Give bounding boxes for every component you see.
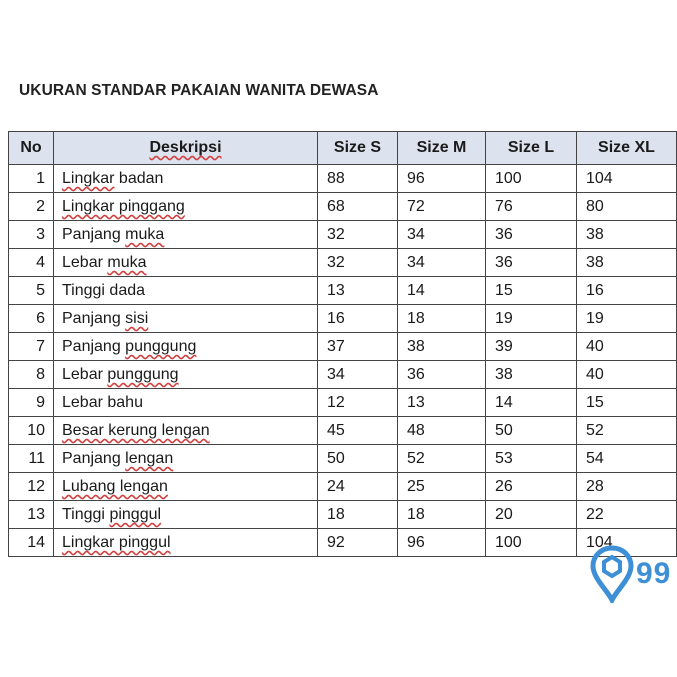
table-row [9, 193, 677, 221]
row-number-cell: 11 [9, 445, 54, 473]
description-cell [54, 333, 318, 361]
size-m-cell: 36 [398, 361, 486, 389]
size-m-cell: 34 [398, 221, 486, 249]
size-m-cell: 52 [398, 445, 486, 473]
table-header [9, 132, 677, 165]
description-cell [54, 277, 318, 305]
table-row [9, 165, 677, 193]
table-row [9, 305, 677, 333]
description-text: Lingkar [62, 170, 115, 187]
table-row [9, 277, 677, 305]
row-number-cell: 1 [9, 165, 54, 193]
description-text: Tinggi dada [62, 282, 146, 299]
table-row [9, 473, 677, 501]
description-text: punggung [107, 366, 179, 383]
size-s-cell: 24 [318, 473, 398, 501]
row-number-cell: 13 [9, 501, 54, 529]
size-s-cell: 13 [318, 277, 398, 305]
size-l-cell: 53 [486, 445, 577, 473]
description-cell [54, 305, 318, 333]
size-m-cell: 48 [398, 417, 486, 445]
size-s-cell: 68 [318, 193, 398, 221]
row-number-cell: 9 [9, 389, 54, 417]
size-l-cell: 76 [486, 193, 577, 221]
size-m-cell: 18 [398, 501, 486, 529]
size-xl-cell: 22 [577, 501, 677, 529]
description-text: Tinggi [62, 506, 110, 523]
description-text: Panjang [62, 310, 126, 327]
row-number-cell: 14 [9, 529, 54, 557]
size-m-cell: 18 [398, 305, 486, 333]
size-s-cell: 18 [318, 501, 398, 529]
size-l-cell: 38 [486, 361, 577, 389]
description-cell [54, 249, 318, 277]
size-xl-cell: 28 [577, 473, 677, 501]
row-number-cell: 8 [9, 361, 54, 389]
size-m-cell: 14 [398, 277, 486, 305]
size-s-cell: 88 [318, 165, 398, 193]
row-number-cell: 6 [9, 305, 54, 333]
column-header-size-xl: Size XL [577, 132, 677, 165]
size-xl-cell: 38 [577, 249, 677, 277]
row-number-cell: 3 [9, 221, 54, 249]
size-l-cell: 36 [486, 221, 577, 249]
row-number-cell: 5 [9, 277, 54, 305]
size-l-cell: 100 [486, 165, 577, 193]
size-xl-cell: 80 [577, 193, 677, 221]
description-cell [54, 221, 318, 249]
description-text: Lebar [62, 366, 108, 383]
description-text: Besar kerung lengan [62, 422, 210, 439]
row-number-cell: 12 [9, 473, 54, 501]
description-text: Lebar bahu [62, 394, 143, 411]
size-l-cell: 39 [486, 333, 577, 361]
header-row [9, 132, 677, 165]
table-row [9, 221, 677, 249]
column-header-no: No [9, 132, 54, 165]
location-pin-icon [590, 545, 634, 603]
description-text: badan [114, 170, 164, 187]
row-number-cell: 10 [9, 417, 54, 445]
row-number-cell: 7 [9, 333, 54, 361]
column-header-size-l: Size L [486, 132, 577, 165]
description-text: Lingkar pinggul [62, 534, 171, 551]
description-text: pinggul [109, 506, 162, 523]
size-chart-table [8, 131, 677, 557]
size-xl-cell: 38 [577, 221, 677, 249]
size-m-cell: 34 [398, 249, 486, 277]
table-row [9, 501, 677, 529]
description-cell [54, 389, 318, 417]
size-l-cell: 26 [486, 473, 577, 501]
description-text: punggung [125, 338, 197, 355]
table-row [9, 389, 677, 417]
size-xl-cell: 52 [577, 417, 677, 445]
table-row [9, 249, 677, 277]
size-l-cell: 14 [486, 389, 577, 417]
size-m-cell: 72 [398, 193, 486, 221]
size-s-cell: 16 [318, 305, 398, 333]
table-row [9, 417, 677, 445]
table-row [9, 333, 677, 361]
size-xl-cell: 40 [577, 361, 677, 389]
size-xl-cell: 54 [577, 445, 677, 473]
description-text: Panjang [62, 226, 126, 243]
size-s-cell: 37 [318, 333, 398, 361]
size-s-cell: 32 [318, 249, 398, 277]
size-m-cell: 96 [398, 529, 486, 557]
description-text: lengan [125, 450, 174, 467]
table-row [9, 361, 677, 389]
size-s-cell: 34 [318, 361, 398, 389]
size-m-cell: 38 [398, 333, 486, 361]
description-text: Panjang [62, 450, 126, 467]
size-l-cell: 15 [486, 277, 577, 305]
description-cell [54, 445, 318, 473]
size-s-cell: 45 [318, 417, 398, 445]
size-l-cell: 20 [486, 501, 577, 529]
description-text: sisi [125, 310, 149, 327]
description-text: Panjang [62, 338, 126, 355]
size-xl-cell: 104 [577, 529, 677, 557]
size-l-cell: 50 [486, 417, 577, 445]
column-header-description [54, 132, 318, 165]
watermark-text: 99 [636, 557, 672, 590]
size-s-cell: 50 [318, 445, 398, 473]
watermark-logo [590, 545, 677, 605]
column-header-description-label: Deskripsi [149, 139, 222, 156]
table-row [9, 445, 677, 473]
description-cell [54, 529, 318, 557]
size-l-cell: 36 [486, 249, 577, 277]
description-text: Lubang lengan [62, 478, 168, 495]
description-text: Lingkar pinggang [62, 198, 185, 215]
description-cell [54, 193, 318, 221]
description-cell [54, 417, 318, 445]
column-header-size-m: Size M [398, 132, 486, 165]
size-xl-cell: 40 [577, 333, 677, 361]
column-header-size-s: Size S [318, 132, 398, 165]
size-m-cell: 25 [398, 473, 486, 501]
row-number-cell: 2 [9, 193, 54, 221]
row-number-cell: 4 [9, 249, 54, 277]
page-title: UKURAN STANDAR PAKAIAN WANITA DEWASA [19, 82, 379, 99]
size-m-cell: 13 [398, 389, 486, 417]
size-s-cell: 92 [318, 529, 398, 557]
description-cell [54, 361, 318, 389]
size-xl-cell: 16 [577, 277, 677, 305]
size-l-cell: 100 [486, 529, 577, 557]
table-body [9, 165, 677, 557]
size-l-cell: 19 [486, 305, 577, 333]
table-row [9, 529, 677, 557]
description-cell [54, 473, 318, 501]
size-xl-cell: 104 [577, 165, 677, 193]
size-m-cell: 96 [398, 165, 486, 193]
size-xl-cell: 19 [577, 305, 677, 333]
size-xl-cell: 15 [577, 389, 677, 417]
description-cell [54, 165, 318, 193]
description-text: muka [107, 254, 147, 271]
size-s-cell: 32 [318, 221, 398, 249]
description-text: muka [125, 226, 165, 243]
description-text: Lebar [62, 254, 108, 271]
size-s-cell: 12 [318, 389, 398, 417]
description-cell [54, 501, 318, 529]
